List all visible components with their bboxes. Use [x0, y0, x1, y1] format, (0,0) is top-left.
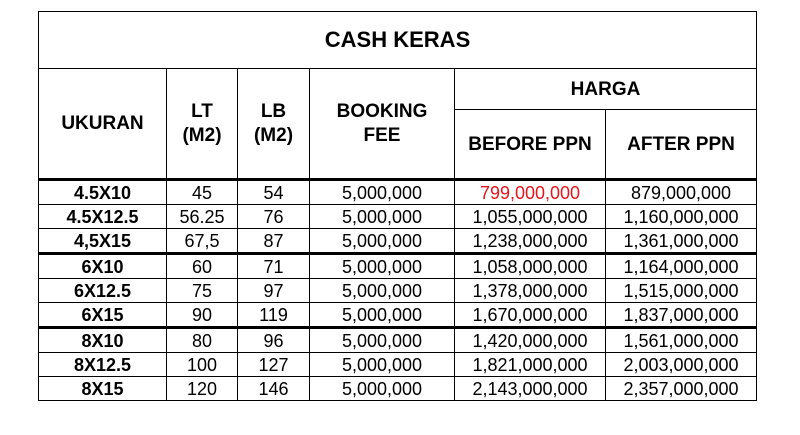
header-lb-line1: LB: [260, 100, 287, 122]
lt-cell: 67,5: [167, 229, 238, 254]
table-row: [39, 229, 757, 254]
before-ppn-cell: 2,143,000,000: [455, 377, 606, 401]
before-ppn-cell: 1,420,000,000: [455, 328, 606, 353]
table-row: [39, 377, 757, 401]
header-booking-line2: FEE: [363, 124, 401, 146]
lt-cell: 100: [167, 353, 238, 377]
after-ppn-cell: 1,160,000,000: [606, 205, 757, 229]
size-cell: 6X15: [39, 303, 167, 328]
header-booking-fee: [310, 69, 455, 180]
lb-cell: 71: [238, 254, 310, 279]
lt-cell: 120: [167, 377, 238, 401]
booking-fee-cell: 5,000,000: [310, 303, 455, 328]
lt-cell: 75: [167, 279, 238, 303]
booking-fee-cell: 5,000,000: [310, 180, 455, 205]
header-harga: HARGA: [455, 69, 757, 110]
lb-cell: 96: [238, 328, 310, 353]
header-before-ppn: BEFORE PPN: [455, 110, 606, 180]
before-ppn-cell: 1,670,000,000: [455, 303, 606, 328]
booking-fee-cell: 5,000,000: [310, 377, 455, 401]
after-ppn-cell: 1,561,000,000: [606, 328, 757, 353]
table-row: [39, 254, 757, 279]
header-lb: [238, 69, 310, 180]
size-cell: 4.5X10: [39, 180, 167, 205]
price-table: [38, 11, 757, 401]
booking-fee-cell: 5,000,000: [310, 229, 455, 254]
before-ppn-cell: 799,000,000: [455, 180, 606, 205]
before-ppn-cell: 1,378,000,000: [455, 279, 606, 303]
table-row: [39, 279, 757, 303]
table-row: [39, 328, 757, 353]
lb-cell: 87: [238, 229, 310, 254]
booking-fee-cell: 5,000,000: [310, 353, 455, 377]
size-cell: 6X12.5: [39, 279, 167, 303]
booking-fee-cell: 5,000,000: [310, 279, 455, 303]
lt-cell: 56.25: [167, 205, 238, 229]
after-ppn-cell: 1,361,000,000: [606, 229, 757, 254]
header-lt-line1: LT: [191, 100, 213, 122]
after-ppn-cell: 879,000,000: [606, 180, 757, 205]
before-ppn-cell: 1,058,000,000: [455, 254, 606, 279]
lb-cell: 97: [238, 279, 310, 303]
header-ukuran: UKURAN: [39, 69, 167, 180]
booking-fee-cell: 5,000,000: [310, 254, 455, 279]
booking-fee-cell: 5,000,000: [310, 328, 455, 353]
lb-cell: 76: [238, 205, 310, 229]
after-ppn-cell: 1,837,000,000: [606, 303, 757, 328]
size-cell: 8X15: [39, 377, 167, 401]
lt-cell: 80: [167, 328, 238, 353]
size-cell: 8X12.5: [39, 353, 167, 377]
booking-fee-cell: 5,000,000: [310, 205, 455, 229]
table-row: [39, 303, 757, 328]
header-after-ppn: AFTER PPN: [606, 110, 757, 180]
lb-cell: 119: [238, 303, 310, 328]
size-cell: 4,5X15: [39, 229, 167, 254]
table-row: [39, 353, 757, 377]
lb-cell: 54: [238, 180, 310, 205]
lt-cell: 90: [167, 303, 238, 328]
after-ppn-cell: 2,003,000,000: [606, 353, 757, 377]
before-ppn-cell: 1,055,000,000: [455, 205, 606, 229]
size-cell: 4.5X12.5: [39, 205, 167, 229]
table-title: CASH KERAS: [39, 12, 757, 69]
after-ppn-cell: 1,515,000,000: [606, 279, 757, 303]
size-cell: 6X10: [39, 254, 167, 279]
before-ppn-cell: 1,821,000,000: [455, 353, 606, 377]
lb-cell: 146: [238, 377, 310, 401]
size-cell: 8X10: [39, 328, 167, 353]
lt-cell: 45: [167, 180, 238, 205]
table-row: [39, 205, 757, 229]
before-ppn-cell: 1,238,000,000: [455, 229, 606, 254]
lb-cell: 127: [238, 353, 310, 377]
table-row: [39, 180, 757, 205]
header-lt-line2: (M2): [182, 124, 222, 146]
header-booking-line1: BOOKING: [336, 100, 428, 122]
header-lb-line2: (M2): [253, 124, 294, 146]
after-ppn-cell: 2,357,000,000: [606, 377, 757, 401]
lt-cell: 60: [167, 254, 238, 279]
header-lt: [167, 69, 238, 180]
after-ppn-cell: 1,164,000,000: [606, 254, 757, 279]
